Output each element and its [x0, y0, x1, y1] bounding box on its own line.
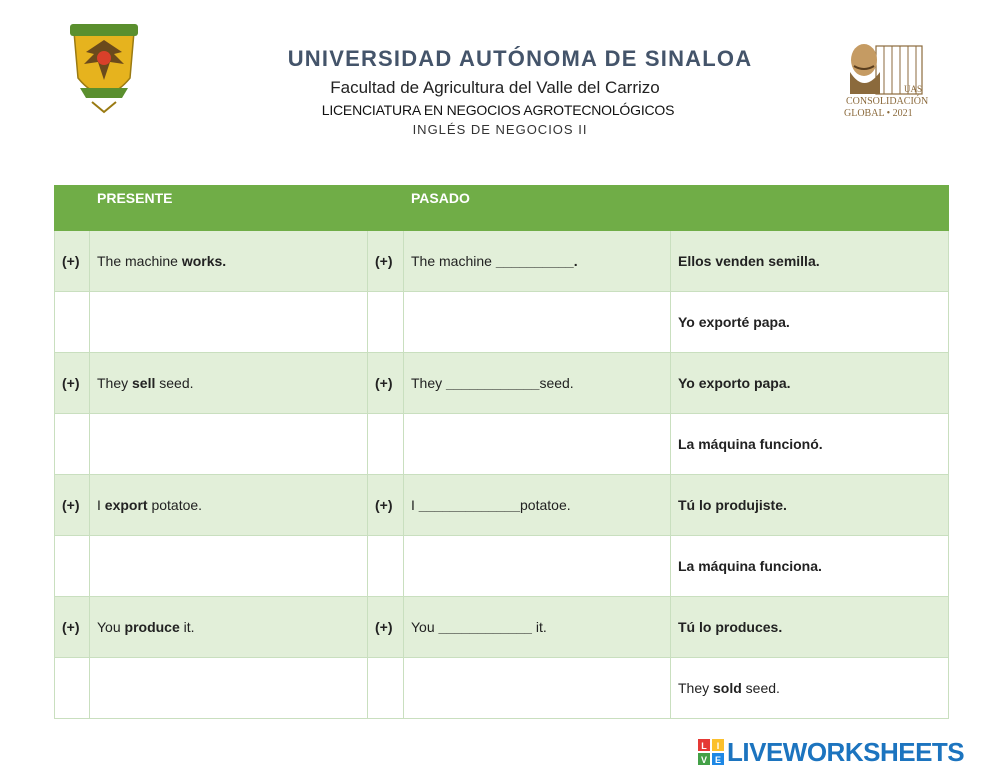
drag-answer-item[interactable]: They sold seed. — [671, 658, 949, 719]
table-row — [55, 231, 949, 292]
liveworksheets-brand — [698, 738, 964, 766]
table-row — [55, 414, 949, 475]
worksheet-table — [54, 185, 949, 719]
positive-sign: (+) — [368, 231, 404, 292]
faculty-name: Facultad de Agricultura del Valle del Carrizo — [330, 78, 660, 97]
drag-answer-item[interactable]: La máquina funcionó. — [671, 414, 949, 475]
table-row — [55, 597, 949, 658]
positive-sign: (+) — [368, 597, 404, 658]
uas-consolidacion-logo — [842, 32, 928, 124]
table-row — [55, 658, 949, 719]
drag-answer-item[interactable]: La máquina funciona. — [671, 536, 949, 597]
positive-sign: (+) — [55, 597, 90, 658]
course-name: INGLÉS DE NEGOCIOS II — [412, 122, 588, 137]
liveworksheets-blocks-icon — [698, 739, 724, 765]
positive-sign: (+) — [55, 231, 90, 292]
answer-blank[interactable]: __________. — [495, 253, 578, 269]
table-row — [55, 475, 949, 536]
svg-text:L: L — [701, 741, 707, 751]
positive-sign: (+) — [55, 475, 90, 536]
table-row — [55, 292, 949, 353]
past-sentence: They ____________seed. — [404, 353, 671, 414]
present-sentence: The machine works. — [90, 231, 368, 292]
present-sentence: They sell seed. — [90, 353, 368, 414]
program-name: LICENCIATURA EN NEGOCIOS AGROTECNOLÓGICOS — [321, 102, 675, 118]
drag-answer-item[interactable]: Yo exporto papa. — [671, 353, 949, 414]
header-pasado: PASADO — [404, 186, 671, 231]
present-sentence: I export potatoe. — [90, 475, 368, 536]
table-row — [55, 353, 949, 414]
positive-sign: (+) — [55, 353, 90, 414]
answer-blank[interactable]: _____________ — [418, 497, 521, 513]
past-sentence: I _____________potatoe. — [404, 475, 671, 536]
table-header-row — [55, 186, 949, 231]
drag-answer-item[interactable]: Ellos venden semilla. — [671, 231, 949, 292]
logo-consolidacion-text: CONSOLIDACIÓN — [846, 96, 929, 107]
svg-text:I: I — [716, 741, 720, 751]
liveworksheets-text: LIVEWORKSHEETS — [727, 736, 965, 767]
header-presente: PRESENTE — [90, 186, 368, 231]
past-sentence: You ____________ it. — [404, 597, 671, 658]
table-row — [55, 536, 949, 597]
past-sentence: The machine __________. — [404, 231, 671, 292]
positive-sign: (+) — [368, 353, 404, 414]
answer-blank[interactable]: ____________ — [438, 619, 532, 635]
answer-blank[interactable]: ____________ — [446, 375, 540, 391]
university-title: UNIVERSIDAD AUTÓNOMA DE SINALOA — [287, 46, 753, 71]
svg-text:E: E — [714, 755, 722, 765]
positive-sign: (+) — [368, 475, 404, 536]
drag-answer-item[interactable]: Yo exporté papa. — [671, 292, 949, 353]
svg-text:V: V — [700, 755, 708, 765]
logo-global-text: GLOBAL • 2021 — [844, 108, 913, 119]
drag-answer-item[interactable]: Tú lo produces. — [671, 597, 949, 658]
drag-answer-item[interactable]: Tú lo produjiste. — [671, 475, 949, 536]
logo-uas-text: UAS — [903, 84, 922, 94]
present-sentence: You produce it. — [90, 597, 368, 658]
